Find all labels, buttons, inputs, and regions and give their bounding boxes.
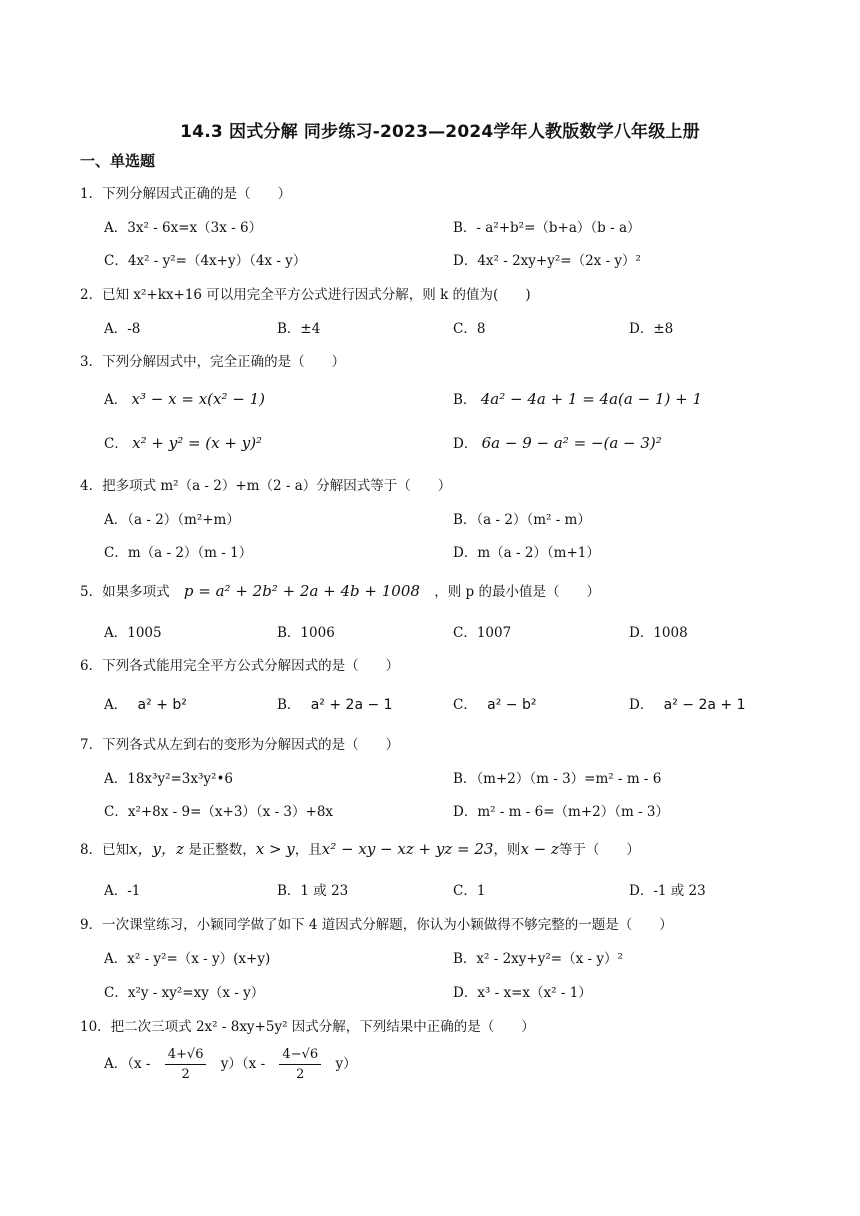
question-1-option-d[interactable]: D．4x² - 2xy+y²=（2x - y）² [453,253,641,269]
fraction-denominator: 2 [296,1067,305,1082]
question-9-option-b[interactable]: B．x² - 2xy+y²=（x - y）² [453,951,623,967]
question-10-stem: 10．把二次三项式 2x² - 8xy+5y² 因式分解，下列结果中正确的是（ ） [80,1019,535,1035]
fraction-numerator: 4+√6 [165,1047,207,1065]
question-5-option-b[interactable]: B．1006 [277,625,335,641]
question-5-option-c[interactable]: C．1007 [453,625,512,641]
question-9-stem: 9．一次课堂练习，小颖同学做了如下 4 道因式分解题，你认为小颖做得不够完整的一题是（ ） [80,917,673,933]
stem-text: 5．如果多项式 [80,584,170,600]
question-3-stem: 3．下列分解因式中，完全正确的是（ ） [80,354,346,370]
question-7-option-c[interactable]: C．x²+8x - 9=（x+3）（x - 3）+8x [104,804,334,820]
question-1-option-b[interactable]: B．- a²+b²=（b+a）（b - a） [453,220,641,236]
question-6-option-c[interactable] [453,693,536,713]
option-letter: D． [629,697,654,713]
option-letter: A． [104,392,128,408]
stem-text: 等于（ ） [558,842,640,858]
question-8-option-b[interactable]: B．1 或 23 [277,883,349,899]
option-text: A．（x - [104,1056,151,1072]
question-6-option-d[interactable] [629,693,745,713]
question-2-option-d[interactable]: D．±8 [629,321,674,337]
question-4-option-a[interactable]: A．（a - 2）（m²+m） [104,512,240,528]
option-letter: D． [453,436,478,452]
question-6-option-a[interactable] [104,693,187,713]
math-expression: p = a² + 2b² + 2a + 4b + 1008 [183,582,420,600]
option-letter: B． [453,392,477,408]
question-1-option-a[interactable]: A．3x² - 6x=x（3x - 6） [104,220,263,236]
question-7-option-a[interactable]: A．18x³y²=3x³y²•6 [104,771,234,787]
question-3-option-b[interactable] [453,388,702,408]
stem-text: ，且 [294,842,322,858]
question-5-option-a[interactable]: A．1005 [104,625,162,641]
option-letter: A． [104,697,128,713]
question-3-option-a[interactable] [104,388,265,408]
question-9-option-a[interactable]: A．x² - y²=（x - y）(x+y) [104,951,271,967]
math-expression: a² − 2a + 1 [663,697,746,713]
question-9-option-c[interactable]: C．x²y - xy²=xy（x - y） [104,985,265,1001]
question-8-stem [80,838,640,859]
question-1-stem: 1．下列分解因式正确的是（ ） [80,186,292,202]
question-2-stem: 2．已知 x²+kx+16 可以用完全平方公式进行因式分解，则 k 的值为( ) [80,287,531,303]
stem-text: ，则 [493,842,521,858]
math-expression: x − z [520,840,559,858]
question-3-option-d[interactable] [453,432,662,452]
math-expression: 6a − 9 − a² = −(a − 3)² [481,434,662,452]
math-expression: a² + b² [137,697,187,713]
question-4-stem: 4．把多项式 m²（a - 2）+m（2 - a）分解因式等于（ ） [80,478,452,494]
fraction [165,1047,207,1082]
page-title: 14.3 因式分解 同步练习-2023—2024学年人教版数学八年级上册 [180,122,700,142]
question-4-option-d[interactable]: D．m（a - 2）（m+1） [453,545,600,561]
math-expression: x² − xy − xz + yz = 23 [321,840,494,858]
question-7-option-b[interactable]: B．（m+2）（m - 3）=m² - m - 6 [453,771,662,787]
question-7-option-d[interactable]: D．m² - m - 6=（m+2）（m - 3） [453,804,670,820]
fraction-denominator: 2 [181,1067,190,1082]
question-10-option-a[interactable] [104,1047,357,1082]
question-9-option-d[interactable]: D．x³ - x=x（x² - 1） [453,985,592,1001]
stem-text: 8．已知 [80,842,130,858]
question-4-option-c[interactable]: C．m（a - 2）（m - 1） [104,545,253,561]
option-letter: C． [104,436,128,452]
math-expression: x，y，z [129,840,184,858]
option-text: y）（x - [220,1056,266,1072]
section-heading: 一、单选题 [80,152,156,170]
question-5-stem [80,580,600,600]
question-3-option-c[interactable] [104,432,262,452]
question-5-option-d[interactable]: D．1008 [629,625,688,641]
stem-text: 是正整数， [188,842,256,858]
question-8-option-c[interactable]: C．1 [453,883,486,899]
option-text: y） [335,1056,357,1072]
stem-text: ，则 p 的最小值是（ ） [434,584,600,600]
math-expression: x > y [255,840,295,858]
math-expression: x³ − x = x(x² − 1) [131,390,265,408]
option-letter: C． [453,697,477,713]
question-7-stem: 7．下列各式从左到右的变形为分解因式的是（ ） [80,737,400,753]
math-expression: a² − b² [487,697,537,713]
question-6-option-b[interactable] [277,693,393,713]
question-4-option-b[interactable]: B．（a - 2）（m² - m） [453,512,591,528]
math-expression: x² + y² = (x + y)² [132,434,263,452]
question-2-option-c[interactable]: C．8 [453,321,486,337]
question-6-stem: 6．下列各式能用完全平方公式分解因式的是（ ） [80,658,400,674]
question-8-option-d[interactable]: D．-1 或 23 [629,883,706,899]
math-expression: a² + 2a − 1 [310,697,393,713]
option-letter: B． [277,697,301,713]
math-expression: 4a² − 4a + 1 = 4a(a − 1) + 1 [480,390,702,408]
question-2-option-a[interactable]: A．-8 [104,321,141,337]
fraction-numerator: 4−√6 [279,1047,321,1065]
question-1-option-c[interactable]: C．4x² - y²=（4x+y）（4x - y） [104,253,307,269]
question-8-option-a[interactable]: A．-1 [104,883,141,899]
question-2-option-b[interactable]: B．±4 [277,321,321,337]
fraction [279,1047,321,1082]
